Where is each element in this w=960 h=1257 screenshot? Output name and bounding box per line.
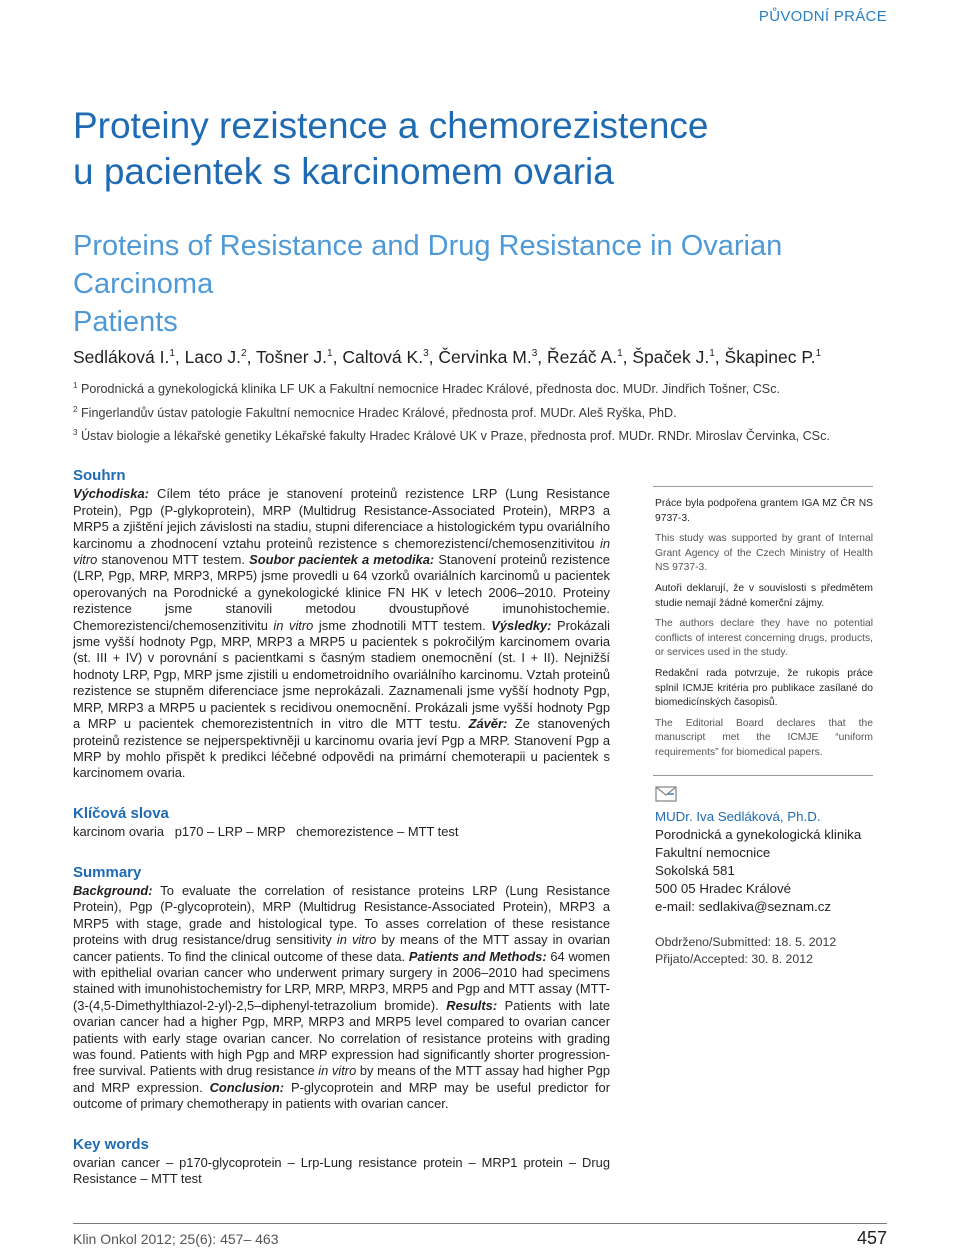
title-en-line-2: Patients: [73, 306, 178, 338]
author-affiliation-ref: 1: [327, 348, 333, 359]
sidebar: [655, 486, 873, 969]
affiliation-item: $^1$ Porodnická a gynekologická klinika LF UK a Fakultní nemocnice Hradec Králové, přednosta doc. MUDr. Jindřich Tošner, CSc.: [73, 381, 781, 397]
contact-name: MUDr. Iva Sedláková, Ph.D.: [655, 808, 821, 824]
author: Červinka M.: [438, 346, 532, 367]
author-affiliation-ref: 3: [531, 348, 538, 359]
author: Sedláková I.: [73, 346, 170, 367]
contact-line: Fakultní nemocnice: [655, 844, 771, 860]
accepted-date: Přijato/Accepted: 30. 8. 2012: [655, 952, 813, 966]
coi-en: The authors declare they have no potential conflicts of interest concerning drugs, products, or services used in the study.: [655, 618, 873, 659]
author-affiliation-ref: 2: [241, 348, 247, 359]
contact-line: Sokolská 581: [655, 862, 735, 878]
author: Špaček J.: [632, 346, 710, 367]
author-affiliation-ref: 1: [815, 348, 822, 359]
author: Tošner J.: [256, 346, 328, 367]
article-title-english: [73, 227, 893, 341]
contact-line: 500 05 Hradec Králové: [655, 880, 792, 896]
author: Laco J.: [184, 346, 242, 367]
summary-section: [73, 865, 610, 1113]
souhrn-text: Východiska: Cílem této práce je stanovení proteinů rezistence LRP (Lung Resistance Protein), Pgp (P-glykoprotein), MRP (Multidrug Resistance-Associated Protein), MRP3 a MRP5 a zjištění jejich závislosti na stadiu, stupni diferenciace a histologickém typu ovariálního karcinomu a zhodnocení vztahu proteinů rezistence s chemorezistencí/chemosenzitivitou in vitro stanovenou MTT testem. Soubor pacientek a metodika: Stanovení proteinů rezistence (LRP, Pgp, MRP, MRP3, MRP5) jsme provedli u 64 vzorků ovariálních karcinomů u pacientek operovaných na Porodnické a gynekologické klinice FN HK v letech 2006–2010. Proteiny rezistence jsme stanovili metodou dvoustupňové imunohistochemie. Chemorezistenci/chemosenzitivitu in vitro jsme zhodnotili MTT testem. Výsledky: Prokázali jsme vyšší hodnoty Pgp, MRP, MRP3 a MRP5 u pacientek s pokročilým karcinomem ovaria (st. III + IV) v porovnání s pacientkami s časným stadiem onemocnění (st. I + II). Nejnižší hodnoty LRP, Pgp, MRP jsme zjistili u endometroidního ovariálního karcinomu. Vztah proteinů rezistence se stupněm diferenciace jsme neprokázali. Zaznamenali jsme vyšší hodnoty Pgp, MRP, MRP3 a MRP5 u pacientek s recidivou onemocnění. Prokázali jsme vyšší hodnoty Pgp a MRP u pacientek chemorezistentních in vitro dle MTT testu. Závěr: Ze stanovených proteinů rezistence se nejperspektivněji u karcinomu ovaria jeví Pgp a MRP. Stanovení Pgp a MRP by mohlo přispět k predikci léčebné odpovědi na primární chemoterapii u pacientek s karcinomem ovaria.: [73, 486, 611, 781]
title-en-line-1: Proteins of Resistance and Drug Resistance in Ovarian Carcinoma: [73, 230, 783, 300]
souhrn-section: [73, 468, 610, 782]
author-affiliation-ref: 1: [709, 348, 715, 359]
klicova-slova-section: [73, 806, 610, 841]
journal-citation: Klin Onkol 2012; 25(6): 457– 463: [73, 1231, 279, 1247]
keywords-text: ovarian cancer – p170-glycoprotein – Lrp-Lung resistance protein – MRP1 protein – Drug Resistance – MTT test: [73, 1155, 610, 1187]
icmje-cz: Redakční rada potvrzuje, že rukopis práce splnil ICMJE kritéria pro publikace zasílané do biomedicínských časopisů.: [655, 667, 873, 709]
klicova-slova-text: karcinom ovaria p170 – LRP – MRP chemorezistence – MTT test: [73, 824, 459, 840]
correspondence-address: [655, 808, 873, 916]
keywords-section: [73, 1137, 610, 1188]
sidebar-divider: [653, 486, 873, 487]
author-list: Sedláková I.$^1$, Laco J.$^2$, Tošner J.$^1$, Caltová K.$^3$, Červinka M.$^3$, Řezáč A.$^1$, Špaček J.$^1$, Škapinec P.$^1$: [73, 346, 822, 367]
title-line-2: u pacientek s karcinomem ovaria: [73, 151, 614, 192]
coi-cz: Autoři deklarují, že v souvislosti s předmětem studie nemají žádné komerční zájmy.: [655, 582, 873, 609]
contact-email: e-mail: sedlakiva@seznam.cz: [655, 898, 832, 914]
section-label: PŮVODNÍ PRÁCE: [758, 8, 887, 25]
icmje-en: The Editorial Board declares that the manuscript met the ICMJE “uniform requirements” for biomedical papers.: [655, 717, 873, 758]
author-affiliation-ref: 1: [169, 348, 175, 359]
summary-text: Background: To evaluate the correlation of resistance proteins LRP (Lung Resistance Protein), Pgp (P-glycoprotein), MRP (Multidrug Resistance-Associated Protein), MRP3 a MRP5 with stage, grade and histological type. To asses correlation of these resistance proteins with drug resistance/drug sensitivity in vitro by means of the MTT assay in ovarian cancer patients. To find the clinical outcome of these data. Patients and Methods: 64 women with epithelial ovarian cancer who underwent primary surgery in 2006–2010 had specimens stained with imunohistochemistry for LRP, MRP, MRP3, MRP5 and Pgp and MTT assay (MTT-(3-(4,5-Dimethylthiazol-2-yl)-2,5–diphenyl-tetrazolium bromide). Results: Patients with late ovarian cancer had a higher Pgp, MRP, MRP3 and MRP5 level compared to ovarian cancer patients with early stage ovarian cancer. No correlation of resistance proteins with grading was found. Patients with high Pgp and MRP expression had significantly shorter progression-free survival. Patients with drug resistance in vitro by means of the MTT assay had higher Pgp and MRP expression. Conclusion: P-glycoprotein and MRP may be useful predictor for outcome of primary chemotherapy in patients with ovarian cancer.: [73, 882, 611, 1112]
article-title-czech: [73, 103, 893, 195]
klicova-slova-heading: Klíčová slova: [73, 804, 169, 822]
received-date: Obdrženo/Submitted: 18. 5. 2012: [655, 934, 837, 949]
contact-line: Porodnická a gynekologická klinika: [655, 826, 862, 842]
author: Řezáč A.: [547, 346, 618, 367]
author-affiliation-ref: 3: [423, 348, 429, 359]
affiliation-list: [73, 376, 913, 447]
main-column: [73, 468, 610, 1212]
support-cz: Práce byla podpořena grantem IGA MZ ČR NS 9737-3.: [655, 498, 873, 524]
submission-dates: [655, 934, 873, 969]
support-en: This study was supported by grant of Internal Grant Agency of the Czech Ministry of Health NS 9737-3.: [655, 533, 873, 574]
affiliation-item: $^3$ Ústav biologie a lékařské genetiky Lékařské fakulty Hradec Králové UK v Praze, přednosta prof. MUDr. RNDr. Miroslav Červinka, CSc.: [73, 428, 830, 444]
page-number: 457: [856, 1228, 887, 1248]
keywords-heading: Key words: [73, 1135, 149, 1153]
author-affiliation-ref: 1: [617, 348, 623, 359]
affiliation-item: $^2$ Fingerlandův ústav patologie Fakultní nemocnice Hradec Králové, přednosta prof. MUDr. Aleš Ryška, PhD.: [73, 404, 677, 420]
author: Škapinec P.: [724, 346, 816, 367]
envelope-icon: [655, 786, 677, 802]
contact-divider: [653, 775, 873, 776]
summary-heading: Summary: [73, 863, 142, 881]
footer-rule: [73, 1223, 887, 1224]
souhrn-heading: Souhrn: [73, 467, 126, 484]
title-line-1: Proteiny rezistence a chemorezistence: [73, 105, 709, 146]
author: Caltová K.: [342, 346, 424, 367]
